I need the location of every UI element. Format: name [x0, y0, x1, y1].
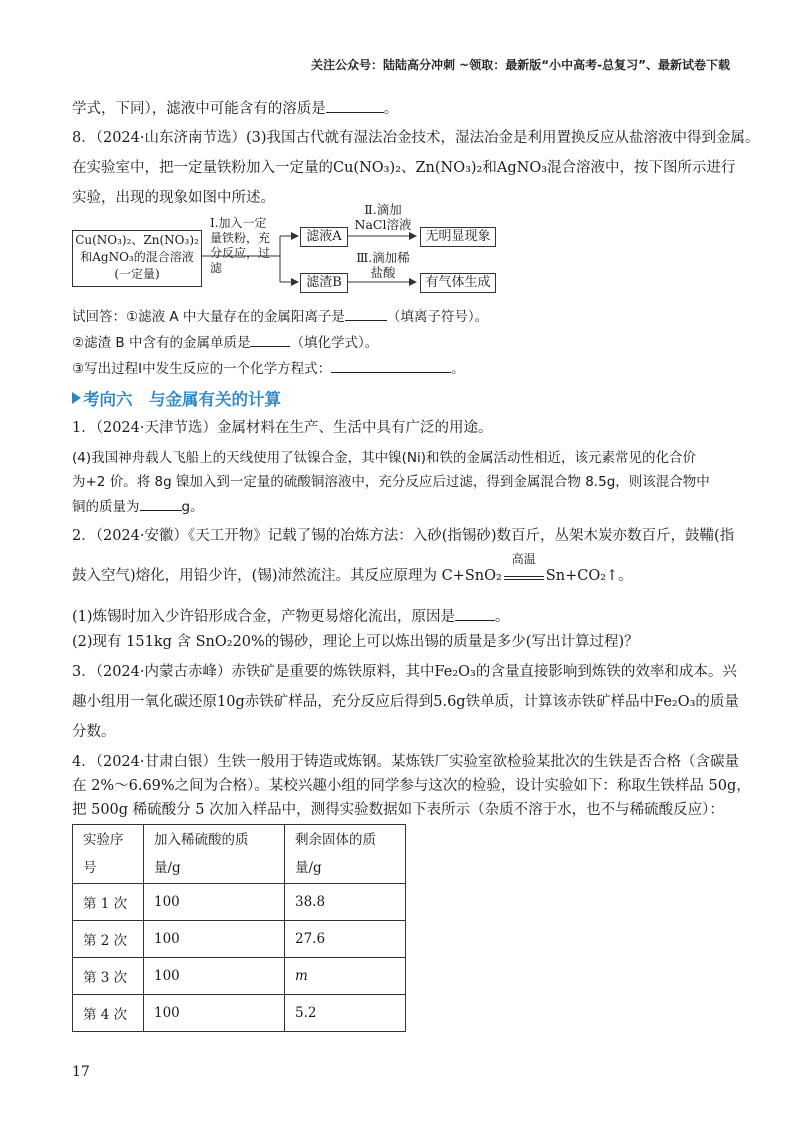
answer-blank [140, 496, 182, 511]
table-cell: 100 [144, 921, 285, 958]
table-row [73, 884, 406, 921]
filter-b-box: 滤渣B [300, 273, 348, 293]
section-heading [72, 386, 281, 410]
p2-sub1-text: (1)炼锡时加入少许铅形成合金，产物更易熔化流出，原因是 [72, 609, 456, 625]
p1-line2: (4)我国神舟载人飞船上的天线使用了钛镍合金，其中镍(Ni)和铁的金属活动性相近，该元素常见的化合价 [72, 450, 697, 466]
q8-line3: 实验，出现的现象如图中所述。 [72, 190, 275, 206]
q7-tail-text: 学式，下同），滤液中可能含有的溶质是 [72, 101, 326, 117]
p1-line4 [72, 496, 740, 517]
header-cell: 加入稀硫酸的质量/g [144, 825, 285, 884]
step3-label: Ⅲ.滴加稀盐酸 [356, 250, 410, 280]
p3-line1: 3．（2024·内蒙古赤峰）赤铁矿是重要的炼铁原料，其中Fe₂O₃的含量直接影响到炼铁的效率和成本。兴 [72, 664, 737, 680]
result-b-box: 有气体生成 [420, 273, 496, 293]
table-cell: 第 3 次 [73, 958, 144, 995]
p1-line1: 1．（2024·天津节选）金属材料在生产、生活中具有广泛的用途。 [72, 420, 493, 436]
start-solution-box: Cu(NO₃)₂、Zn(NO₃)₂和AgNO₃的混合溶液(一定量) [72, 230, 202, 287]
page-number: 17 [72, 1064, 90, 1080]
answer-blank [250, 332, 290, 347]
table-row [73, 995, 406, 1032]
p2-product: Sn+CO₂↑。 [545, 568, 633, 584]
p2-line1: 2．（2024·安徽）《天工开物》记载了锡的冶炼方法：入砂(指锡砂)数百斤，丛架木炭亦数百斤，鼓鞴(指 [72, 528, 735, 544]
table-header-row [73, 825, 406, 884]
q8-ask1 [72, 306, 740, 327]
answer-blank [331, 358, 451, 373]
result-a-box: 无明显现象 [420, 227, 496, 247]
table-cell: 27.6 [285, 921, 406, 958]
p4-line1: 4．（2024·甘肃白银）生铁一般用于铸造或炼钢。某炼铁厂实验室欲检验某批次的生铁是否合格（含碳量 [72, 754, 739, 770]
table-cell: m [285, 958, 406, 995]
filtrate-a-box: 滤液A [300, 227, 348, 247]
p2-line2-text: 鼓入空气)熔化，用铅少许，(锡)沛然流注。其反应原理为 C+SnO₂ [72, 568, 502, 584]
table-cell: 100 [144, 995, 285, 1032]
table-cell: 第 4 次 [73, 995, 144, 1032]
page-header: 关注公众号：陆陆高分冲刺 ~领取：最新版“小中高考-总复习”、最新试卷下载 [311, 58, 730, 72]
table-row [73, 958, 406, 995]
q8-ask2 [72, 332, 740, 353]
triangle-icon [72, 392, 81, 404]
equals-sign [504, 576, 544, 580]
q8-ask2-hint: （填化学式）。 [290, 335, 379, 351]
experiment-flow-diagram [70, 200, 510, 300]
table-cell: 5.2 [285, 995, 406, 1032]
p3-line3: 分数。 [72, 724, 116, 740]
reaction-arrow [504, 552, 544, 580]
q8-line1: 8．（2024·山东济南节选）(3)我国古代就有湿法冶金技术，湿法冶金是利用置换反应从盐溶液中得到金属。 [72, 130, 760, 146]
table-cell: 38.8 [285, 884, 406, 921]
reaction-condition: 高温 [511, 552, 536, 566]
p4-line3: 把 500g 稀硫酸分 5 次加入样品中，测得实验数据如下表所示（杂质不溶于水，也不与稀硫酸反应）： [72, 802, 724, 818]
p4-line2: 在 2%～6.69%之间为合格）。某校兴趣小组的同学参与这次的检验，设计实验如下：称取生铁样品 50g， [72, 778, 751, 794]
answer-blank [326, 98, 384, 113]
table-cell: 100 [144, 958, 285, 995]
q8-ask2-text: ②滤渣 B 中含有的金属单质是 [72, 335, 251, 351]
experiment-data-table [72, 824, 406, 1032]
answer-blank [345, 306, 387, 321]
section-title: 考向六 与金属有关的计算 [83, 390, 281, 409]
p2-sub2: (2)现有 151kg 含 SnO₂20%的锡砂，理论上可以炼出锡的质量是多少(写出计算过程)？ [72, 634, 639, 650]
q8-ask3-end: 。 [451, 361, 465, 377]
header-cell: 剩余固体的质量/g [285, 825, 406, 884]
q8-line2: 在实验室中，把一定量铁粉加入一定量的Cu(NO₃)₂、Zn(NO₃)₂和AgNO₃混合溶液中，按下图所示进行 [72, 160, 736, 176]
p1-line3: 为+2 价。将 8g 镍加入到一定量的硫酸铜溶液中，充分反应后过滤，得到金属混合物 8.5g，则该混合物中 [72, 474, 710, 490]
p2-sub1-end: 。 [495, 609, 510, 625]
table-cell: 第 2 次 [73, 921, 144, 958]
q8-ask3-text: ③写出过程Ⅰ中发生反应的一个化学方程式： [72, 361, 332, 377]
header-cell: 实验序号 [73, 825, 144, 884]
q8-ask1-text: 试回答：①滤液 A 中大量存在的金属阳离子是 [72, 309, 345, 325]
step1-label: Ⅰ.加入一定量铁粉，充分反应，过滤 [210, 216, 271, 275]
q7-tail [72, 98, 740, 119]
p2-line2 [72, 552, 740, 586]
table-cell: 100 [144, 884, 285, 921]
p1-line4-text: 铜的质量为 [72, 499, 140, 515]
answer-blank [455, 606, 495, 621]
p3-line2: 趣小组用一氧化碳还原10g赤铁矿样品，充分反应后得到5.6g铁单质，计算该赤铁矿样品中Fe₂O₃的质量 [72, 694, 739, 710]
p2-sub1 [72, 606, 740, 627]
step2-label: Ⅱ.滴加NaCl溶液 [354, 202, 412, 232]
q7-tail-end: 。 [383, 101, 399, 117]
q8-ask3 [72, 358, 740, 379]
table-row [73, 921, 406, 958]
p1-line4-end: g。 [181, 499, 204, 515]
q8-ask1-hint: （填离子符号）。 [386, 309, 489, 325]
table-cell: 第 1 次 [73, 884, 144, 921]
